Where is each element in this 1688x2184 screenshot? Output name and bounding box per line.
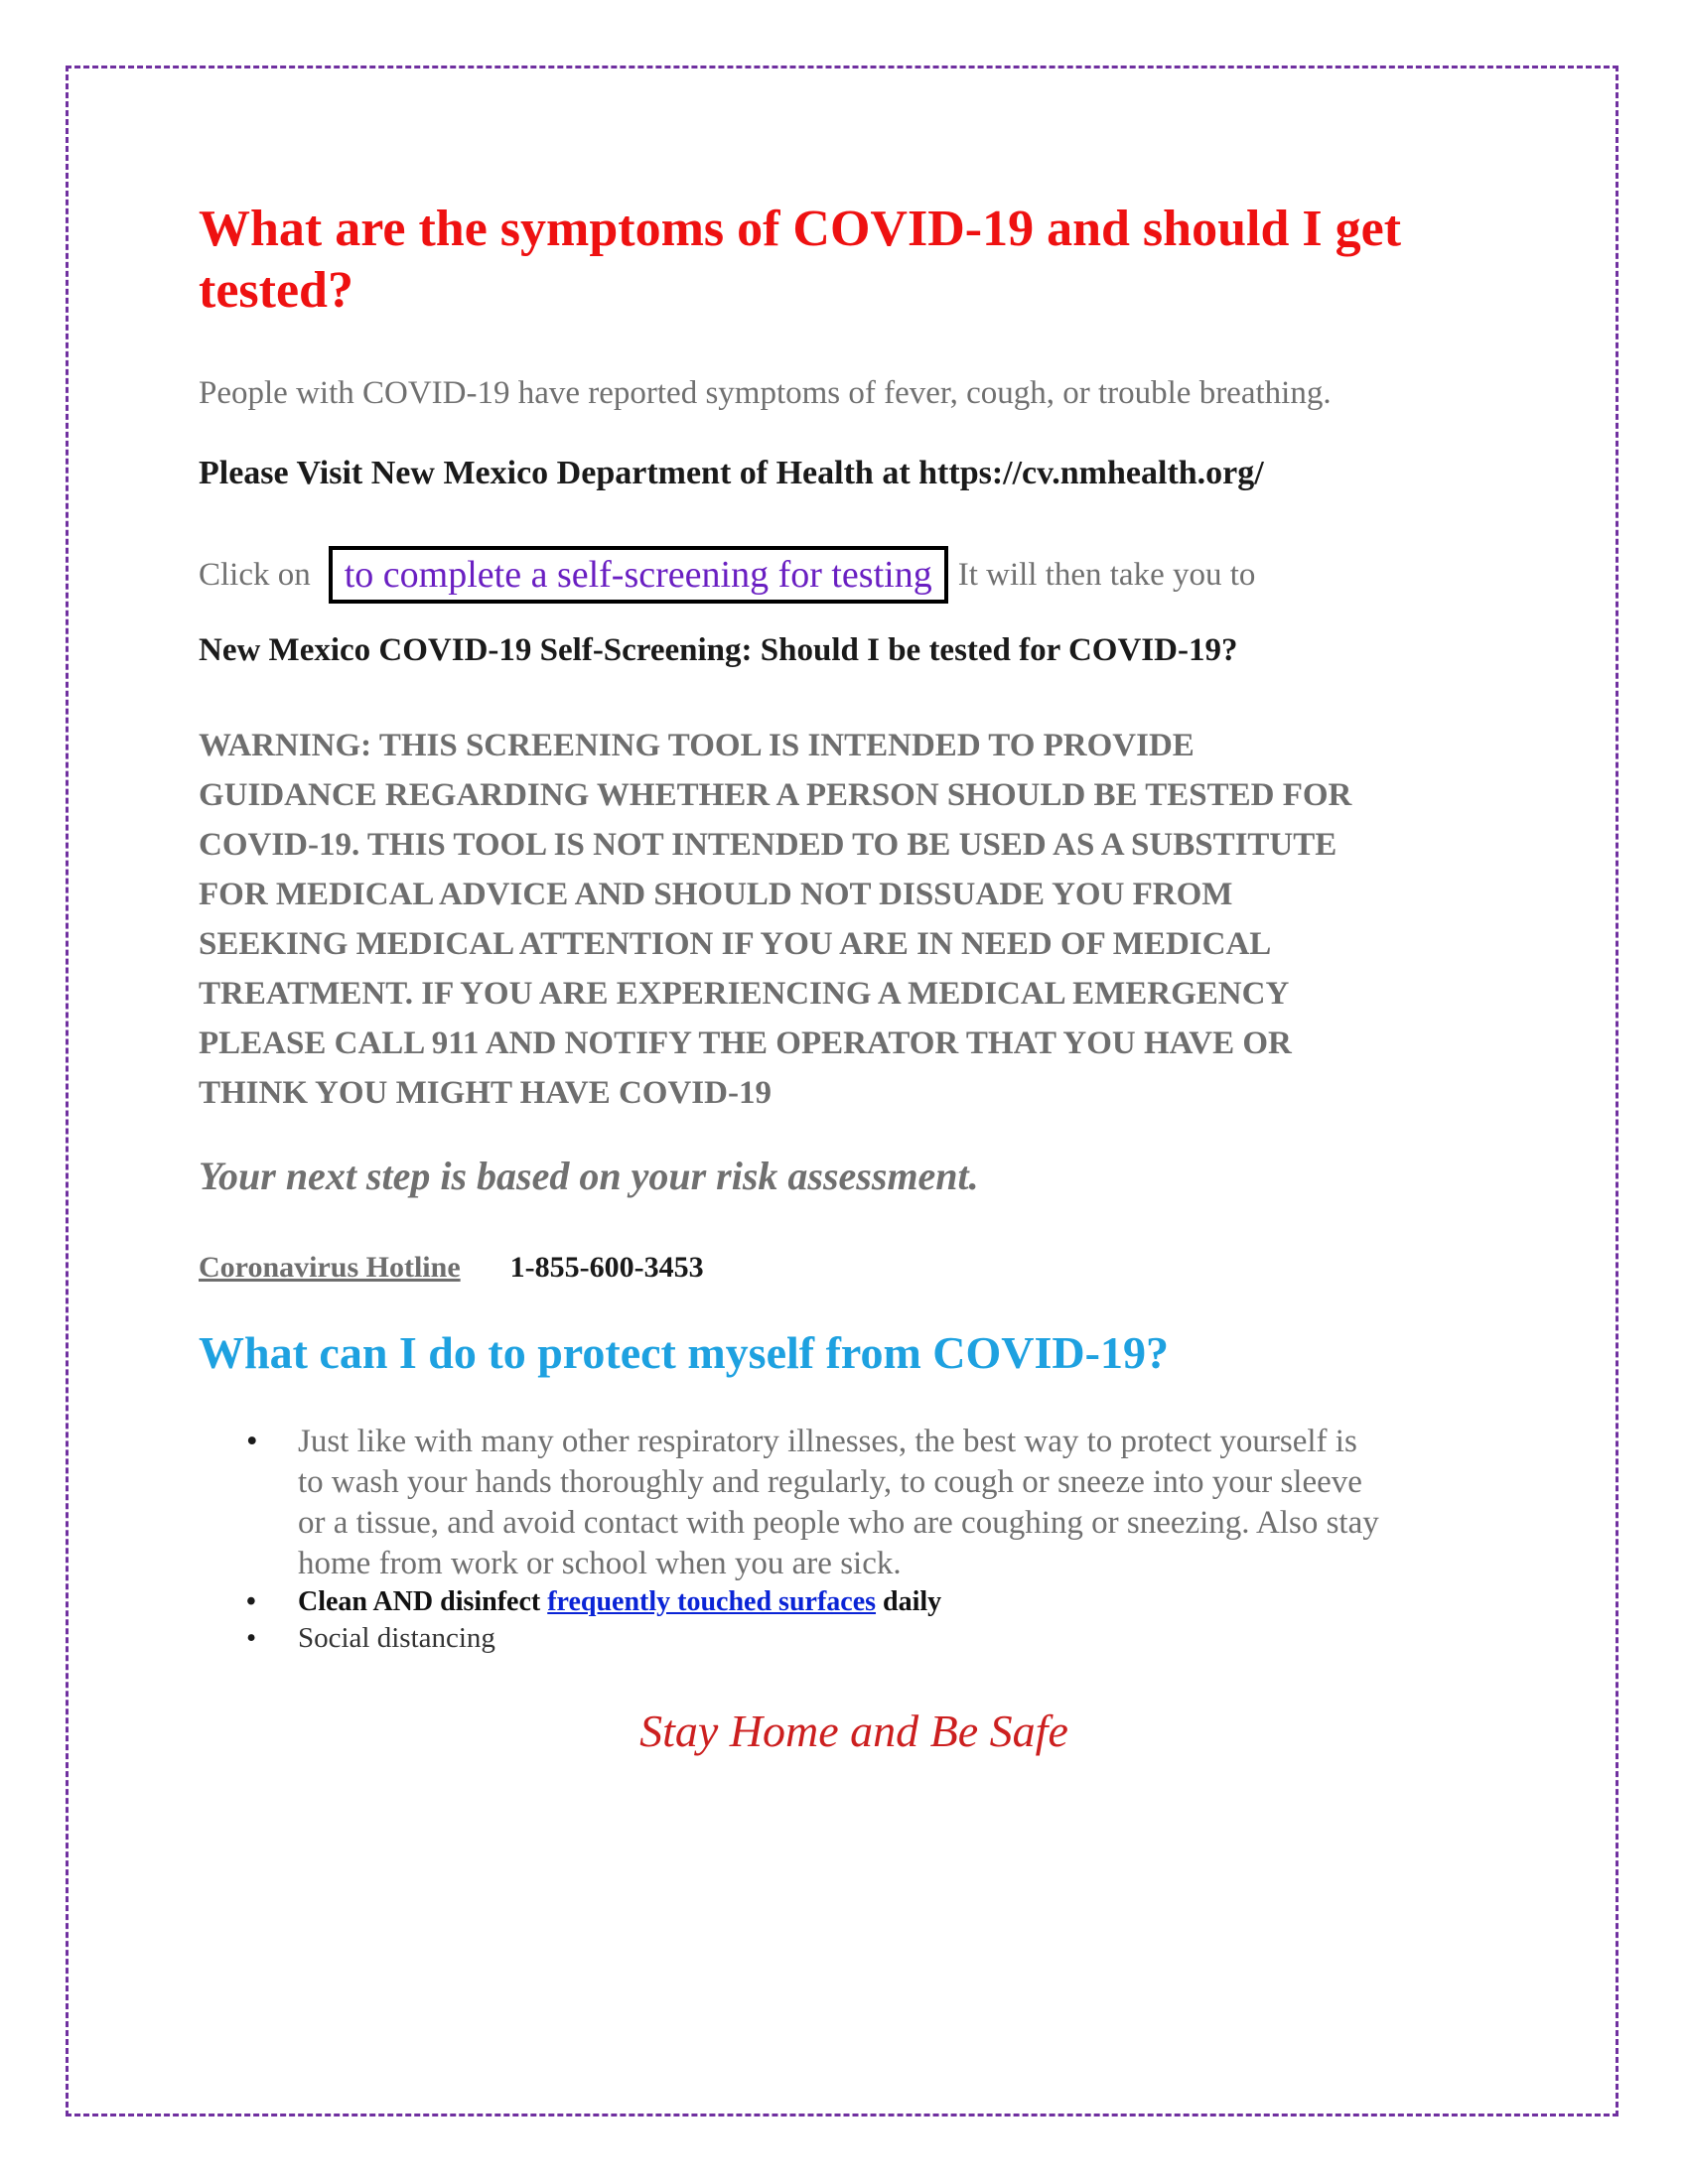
warning-line: SEEKING MEDICAL ATTENTION IF YOU ARE IN NEED OF MEDICAL xyxy=(199,926,1272,962)
hotline-row xyxy=(199,1249,704,1287)
social-distancing-text: Social distancing xyxy=(298,1622,495,1654)
warning-line: TREATMENT. IF YOU ARE EXPERIENCING A MEDICAL EMERGENCY xyxy=(199,976,1290,1012)
list-item-line: or a tissue, and avoid contact with people who are coughing or sneezing. Also stay xyxy=(298,1505,1379,1541)
warning-line: FOR MEDICAL ADVICE AND SHOULD NOT DISSUADE YOU FROM xyxy=(199,877,1233,912)
hotline-number: 1-855-600-3453 xyxy=(509,1251,704,1284)
frequently-touched-surfaces-link[interactable]: frequently touched surfaces xyxy=(547,1586,877,1617)
intro-text: People with COVID-19 have reported symptoms of fever, cough, or trouble breathing. xyxy=(199,375,1332,411)
screening-title: New Mexico COVID-19 Self-Screening: Should I be tested for COVID-19? xyxy=(199,632,1238,668)
page-title: What are the symptoms of COVID-19 and should I get tested? xyxy=(199,201,1402,319)
protection-list xyxy=(199,1422,1509,1656)
self-screening-link[interactable]: to complete a self-screening for testing xyxy=(329,546,948,604)
list-item xyxy=(199,1584,1509,1620)
list-item-line: home from work or school when you are sick. xyxy=(298,1546,902,1581)
warning-block xyxy=(199,721,1509,1118)
warning-line: WARNING: THIS SCREENING TOOL IS INTENDED TO PROVIDE xyxy=(199,728,1195,763)
next-step-text: Your next step is based on your risk assessment. xyxy=(199,1154,979,1198)
click-instruction-row xyxy=(199,536,1255,614)
click-on-label: Click on xyxy=(199,556,311,593)
list-item-line: to wash your hands thoroughly and regularly, to cough or sneeze into your sleeve xyxy=(298,1464,1362,1500)
visit-nmdoh-text: Please Visit New Mexico Department of Health at https://cv.nmhealth.org/ xyxy=(199,455,1264,491)
warning-line: COVID-19. THIS TOOL IS NOT INTENDED TO BE USED AS A SUBSTITUTE xyxy=(199,827,1337,863)
closing-message: Stay Home and Be Safe xyxy=(639,1706,1068,1756)
clean-text: Clean AND disinfect xyxy=(298,1586,548,1617)
daily-text: daily xyxy=(876,1586,942,1617)
list-item xyxy=(199,1620,1509,1656)
then-text: It will then take you to xyxy=(957,556,1256,593)
list-item-line: • Just like with many other respiratory illnesses, the best way to protect yourself is xyxy=(298,1424,1357,1459)
protect-heading: What can I do to protect myself from COVID-19? xyxy=(199,1327,1169,1378)
warning-line: THINK YOU MIGHT HAVE COVID-19 xyxy=(199,1075,772,1111)
warning-line: GUIDANCE REGARDING WHETHER A PERSON SHOULD BE TESTED FOR xyxy=(199,777,1352,813)
hotline-link[interactable]: Coronavirus Hotline xyxy=(199,1251,461,1284)
list-item xyxy=(199,1422,1589,1584)
warning-line: PLEASE CALL 911 AND NOTIFY THE OPERATOR THAT YOU HAVE OR xyxy=(199,1025,1292,1061)
